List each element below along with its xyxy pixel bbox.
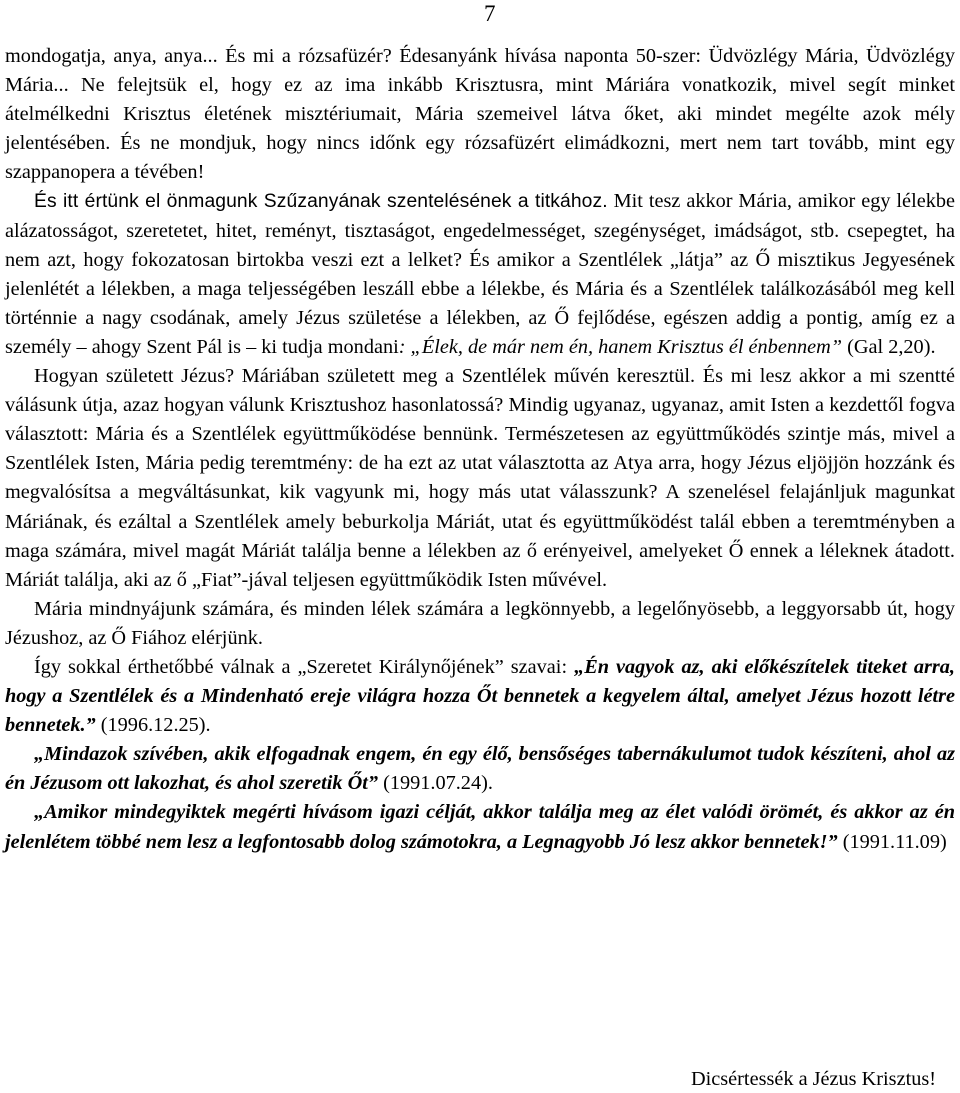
paragraph-2-reference: (Gal 2,20). xyxy=(842,335,936,358)
paragraph-7 xyxy=(5,798,955,856)
paragraph-6 xyxy=(5,740,955,798)
paragraph-2-lead: És itt értünk el önmagunk Szűzanyának szentelésének a titkához. xyxy=(34,191,608,213)
page-number: 7 xyxy=(484,1,496,26)
paragraph-3 xyxy=(5,362,955,595)
paragraph-4 xyxy=(5,595,955,653)
paragraph-6-quote: „Mindazok szívében, akik elfogadnak engem, én egy élő, bensőséges tabernákulumot tudok készíteni, ahol az én Jézusom ott lakozhat, és ahol szeretik Őt” xyxy=(5,743,955,795)
body-text xyxy=(5,42,955,857)
paragraph-1-text: mondogatja, anya, anya... És mi a rózsafüzér? Édesanyánk hívása naponta 50-szer: Üdvözlégy Mária, Üdvözlégy Mária... Ne felejtsük el, hogy ez az ima inkább Krisztusra, mint Máriára vonatkozik, mivel segít minket átelmélkedni Krisztus életének misztériumait, Mária szemeivel látva őket, aki mindet megélte azok mély jelentésében. És ne mondjuk, hogy nincs időnk egy rózsafüzért elimádkozni, mert nem tart tovább, mint egy szappanopera a tévében! xyxy=(5,45,955,184)
paragraph-5-quote: „Én vagyok az, aki előkészítelek titeket arra, hogy a Szentlélek és a Mindenható ereje világra hozza Őt bennetek a kegyelem által, amelyet Jézus hozott létre bennetek.” xyxy=(5,655,956,737)
paragraph-2 xyxy=(5,187,955,362)
signoff: Dicsértessék a Jézus Krisztus! xyxy=(691,1068,936,1090)
paragraph-5-text: Így sokkal érthetőbbé válnak a „Szeretet Királynőjének” szavai: xyxy=(34,655,575,678)
paragraph-5 xyxy=(5,653,955,740)
paragraph-2-quote: : „Élek, de már nem én, hanem Krisztus él énbennem” xyxy=(398,335,843,358)
paragraph-3-text: Hogyan született Jézus? Máriában született meg a Szentlélek művén keresztül. És mi lesz akkor a mi szentté válásunk útja, azaz hogyan válunk Krisztushoz hasonlatossá? Mindig ugyanaz, ugyanaz, amit Isten a kezdettől fogva választott: Mária és a Szentlélek együttműködése bennünk. Természetesen az együttműködés szintje más, mivel a Szentlélek Isten, Mária pedig teremtmény: de ha ezt az utat választotta az Atya arra, hogy Jézus eljöjjön hozzánk és megvalósítsa a megváltásunkat, kik vagyunk mi, hogy más utat válasszunk? A szenelésel felajánljuk magunkat Máriának, és ezáltal a Szentlélek amely beburkolja Máriát, utat és együttműködést talál ebben a teremtményben a maga számára, mivel magát Máriát találja benne a lélekben az ő erényeivel, amelyeket Ő ennek a léleknek átadott. Máriát találja, aki az ő „Fiat”-jával teljesen együttműködik Isten művével. xyxy=(5,365,955,591)
paragraph-6-date: (1991.07.24). xyxy=(378,772,493,795)
paragraph-4-text: Mária mindnyájunk számára, és minden lélek számára a legkönnyebb, a legelőnyösebb, a leggyorsabb út, hogy Jézushoz, az Ő Fiához elérjünk. xyxy=(5,597,955,649)
paragraph-1 xyxy=(5,42,955,187)
paragraph-7-quote: „Amikor mindegyiktek megérti hívásom igazi célját, akkor találja meg az élet valódi örömét, és akkor az én jelenlétem többé nem lesz a legfontosabb dolog számotokra, a Legnagyobb Jó lesz akkor bennetek!” xyxy=(5,801,955,853)
paragraph-5-date: (1996.12.25). xyxy=(95,714,211,737)
paragraph-7-date: (1991.11.09) xyxy=(837,830,947,853)
paragraph-2-text: Mit tesz akkor Mária, amikor egy lélekbe alázatosságot, szeretetet, hitet, reményt, tisztaságot, engedelmességet, szegénységet, imádságot, stb. csepegtet, ha nem azt, hogy fokozatosan birtokba veszi ezt a lelket? És amikor a Szentlélek „látja” az Ő misztikus Jegyesének jelenlétét a lélekben, a maga teljességében leszáll ebbe a lélekbe, és Mária és a Szentlélek találkozásából meg kell történnie a nagy csodának, amely Jézus születése a lélekben, az Ő fejlődése, egészen addig a pontig, amíg ez a személy – ahogy Szent Pál is – ki tudja mondani xyxy=(5,190,955,358)
